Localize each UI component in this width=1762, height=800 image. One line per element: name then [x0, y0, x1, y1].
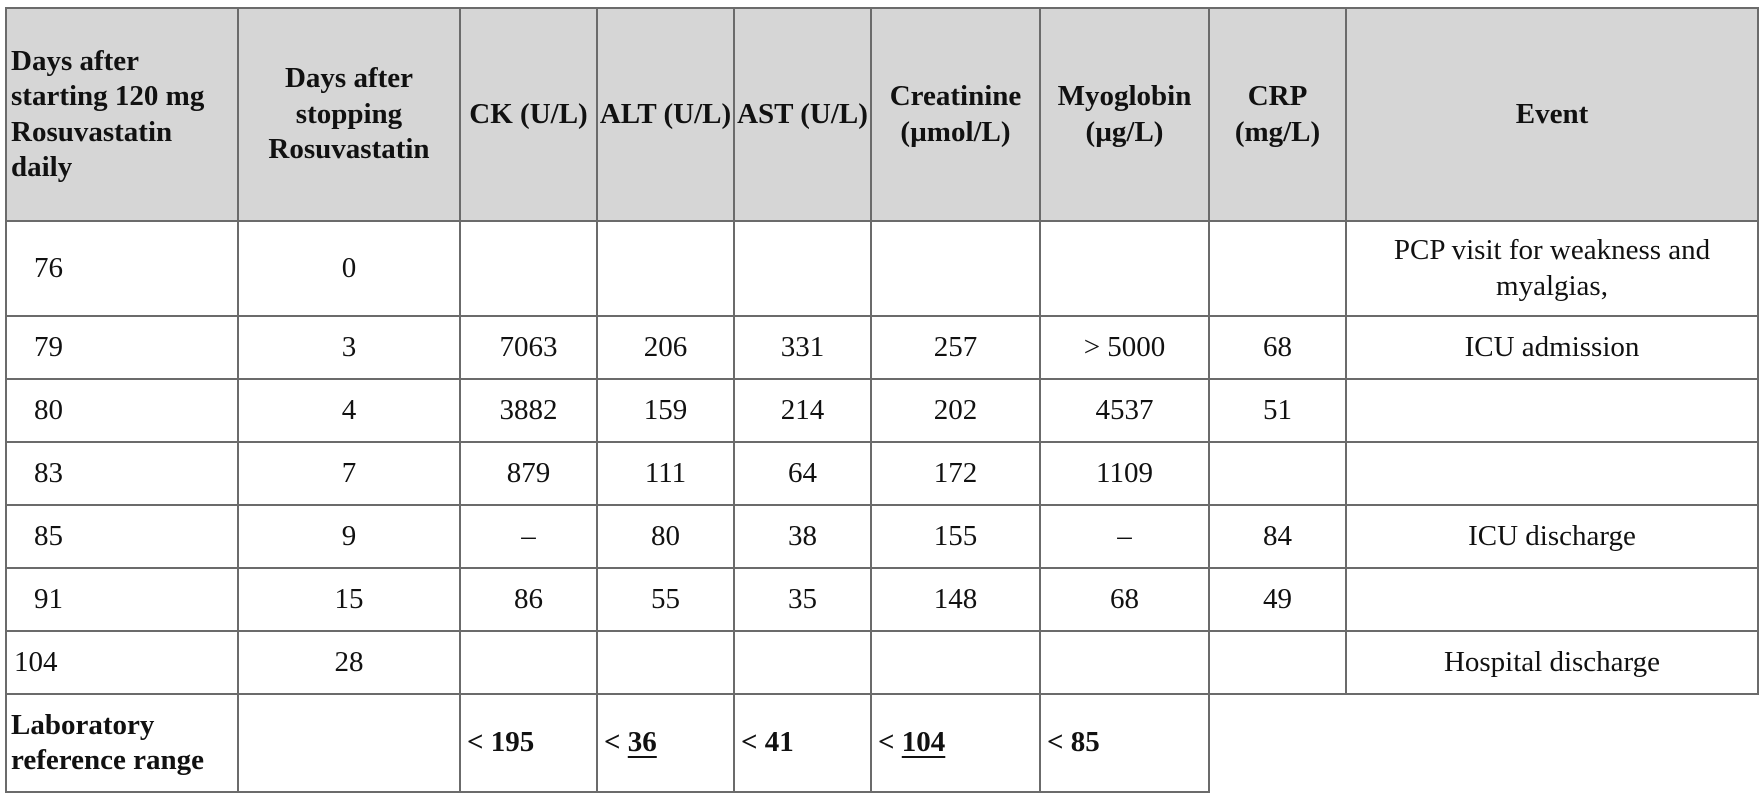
reference-days-after-stopping	[238, 694, 460, 792]
reference-creatinine	[871, 694, 1040, 792]
header-days-after-stopping: Days after stopping Rosuvastatin	[238, 8, 460, 221]
cell-myoglobin	[1040, 221, 1209, 316]
cell-days-after-starting: 91	[6, 568, 238, 631]
cell-days-after-starting: 85	[6, 505, 238, 568]
reference-myoglobin-prefix: <	[1047, 726, 1071, 759]
cell-ast: 64	[734, 442, 871, 505]
cell-crp: 51	[1209, 379, 1346, 442]
cell-days-after-starting: 76	[6, 221, 238, 316]
cell-event: Hospital discharge	[1346, 631, 1758, 694]
cell-alt: 111	[597, 442, 734, 505]
reference-alt	[597, 694, 734, 792]
cell-days-after-stopping: 9	[238, 505, 460, 568]
cell-crp: 68	[1209, 316, 1346, 379]
reference-ast-value: 41	[764, 726, 794, 759]
header-myoglobin: Myoglobin (µg/L)	[1040, 8, 1209, 221]
table-row	[6, 631, 1758, 694]
cell-alt: 206	[597, 316, 734, 379]
cell-ast	[734, 631, 871, 694]
cell-creatinine	[871, 631, 1040, 694]
table-row	[6, 221, 1758, 316]
reference-alt-value: 36	[627, 726, 657, 759]
table-row	[6, 568, 1758, 631]
reference-ck-value: 195	[490, 726, 535, 759]
cell-creatinine: 148	[871, 568, 1040, 631]
header-creatinine: Creatinine (µmol/L)	[871, 8, 1040, 221]
cell-days-after-stopping: 4	[238, 379, 460, 442]
cell-myoglobin: > 5000	[1040, 316, 1209, 379]
cell-crp	[1209, 221, 1346, 316]
header-ck: CK (U/L)	[460, 8, 597, 221]
cell-event	[1346, 568, 1758, 631]
cell-days-after-starting: 83	[6, 442, 238, 505]
table-row	[6, 379, 1758, 442]
cell-days-after-stopping: 15	[238, 568, 460, 631]
cell-days-after-starting: 79	[6, 316, 238, 379]
cell-crp: 49	[1209, 568, 1346, 631]
cell-days-after-starting: 80	[6, 379, 238, 442]
cell-creatinine: 155	[871, 505, 1040, 568]
cell-creatinine: 257	[871, 316, 1040, 379]
cell-ast	[734, 221, 871, 316]
cell-crp: 84	[1209, 505, 1346, 568]
cell-ck: 86	[460, 568, 597, 631]
reference-ast	[734, 694, 871, 792]
reference-range-label-text: Laboratory reference range	[11, 709, 204, 776]
reference-ck	[460, 694, 597, 792]
reference-myoglobin-value: 85	[1070, 726, 1100, 759]
cell-ck: 7063	[460, 316, 597, 379]
header-days-after-starting: Days after starting 120 mg Rosuvastatin daily	[6, 8, 238, 221]
cell-creatinine: 202	[871, 379, 1040, 442]
cell-days-after-stopping: 0	[238, 221, 460, 316]
lab-results-table	[5, 7, 1759, 793]
reference-creatinine-value: 104	[901, 726, 946, 759]
cell-ast: 214	[734, 379, 871, 442]
cell-event-text: PCP visit for weakness and myalgias,	[1393, 234, 1711, 302]
cell-ck	[460, 221, 597, 316]
cell-event: ICU discharge	[1346, 505, 1758, 568]
header-alt: ALT (U/L)	[597, 8, 734, 221]
cell-event	[1346, 442, 1758, 505]
header-ast: AST (U/L)	[734, 8, 871, 221]
reference-ast-prefix: <	[741, 726, 765, 759]
table-row	[6, 316, 1758, 379]
cell-myoglobin: –	[1040, 505, 1209, 568]
cell-days-after-stopping: 3	[238, 316, 460, 379]
table-row	[6, 442, 1758, 505]
cell-event	[1346, 221, 1758, 316]
reference-myoglobin	[1040, 694, 1209, 792]
table-header-row	[6, 8, 1758, 221]
cell-creatinine: 172	[871, 442, 1040, 505]
header-event: Event	[1346, 8, 1758, 221]
cell-days-after-stopping: 7	[238, 442, 460, 505]
cell-crp	[1209, 631, 1346, 694]
cell-alt	[597, 631, 734, 694]
cell-event: ICU admission	[1346, 316, 1758, 379]
cell-crp	[1209, 442, 1346, 505]
reference-ck-prefix: <	[467, 726, 491, 759]
cell-ck: 3882	[460, 379, 597, 442]
cell-ck: 879	[460, 442, 597, 505]
cell-alt: 80	[597, 505, 734, 568]
reference-range-label	[6, 694, 238, 792]
cell-days-after-stopping: 28	[238, 631, 460, 694]
cell-creatinine	[871, 221, 1040, 316]
reference-alt-prefix: <	[604, 726, 628, 759]
cell-ast: 35	[734, 568, 871, 631]
reference-range-row	[6, 694, 1758, 792]
cell-myoglobin	[1040, 631, 1209, 694]
cell-days-after-starting: 104	[6, 631, 238, 694]
reference-crp-empty	[1209, 694, 1346, 792]
cell-ck: –	[460, 505, 597, 568]
cell-alt: 159	[597, 379, 734, 442]
cell-ast: 38	[734, 505, 871, 568]
reference-event-empty	[1346, 694, 1758, 792]
cell-myoglobin: 68	[1040, 568, 1209, 631]
cell-alt	[597, 221, 734, 316]
header-crp: CRP (mg/L)	[1209, 8, 1346, 221]
cell-alt: 55	[597, 568, 734, 631]
cell-event	[1346, 379, 1758, 442]
cell-myoglobin: 1109	[1040, 442, 1209, 505]
table-row	[6, 505, 1758, 568]
cell-ck	[460, 631, 597, 694]
reference-creatinine-prefix: <	[878, 726, 902, 759]
cell-myoglobin: 4537	[1040, 379, 1209, 442]
cell-ast: 331	[734, 316, 871, 379]
